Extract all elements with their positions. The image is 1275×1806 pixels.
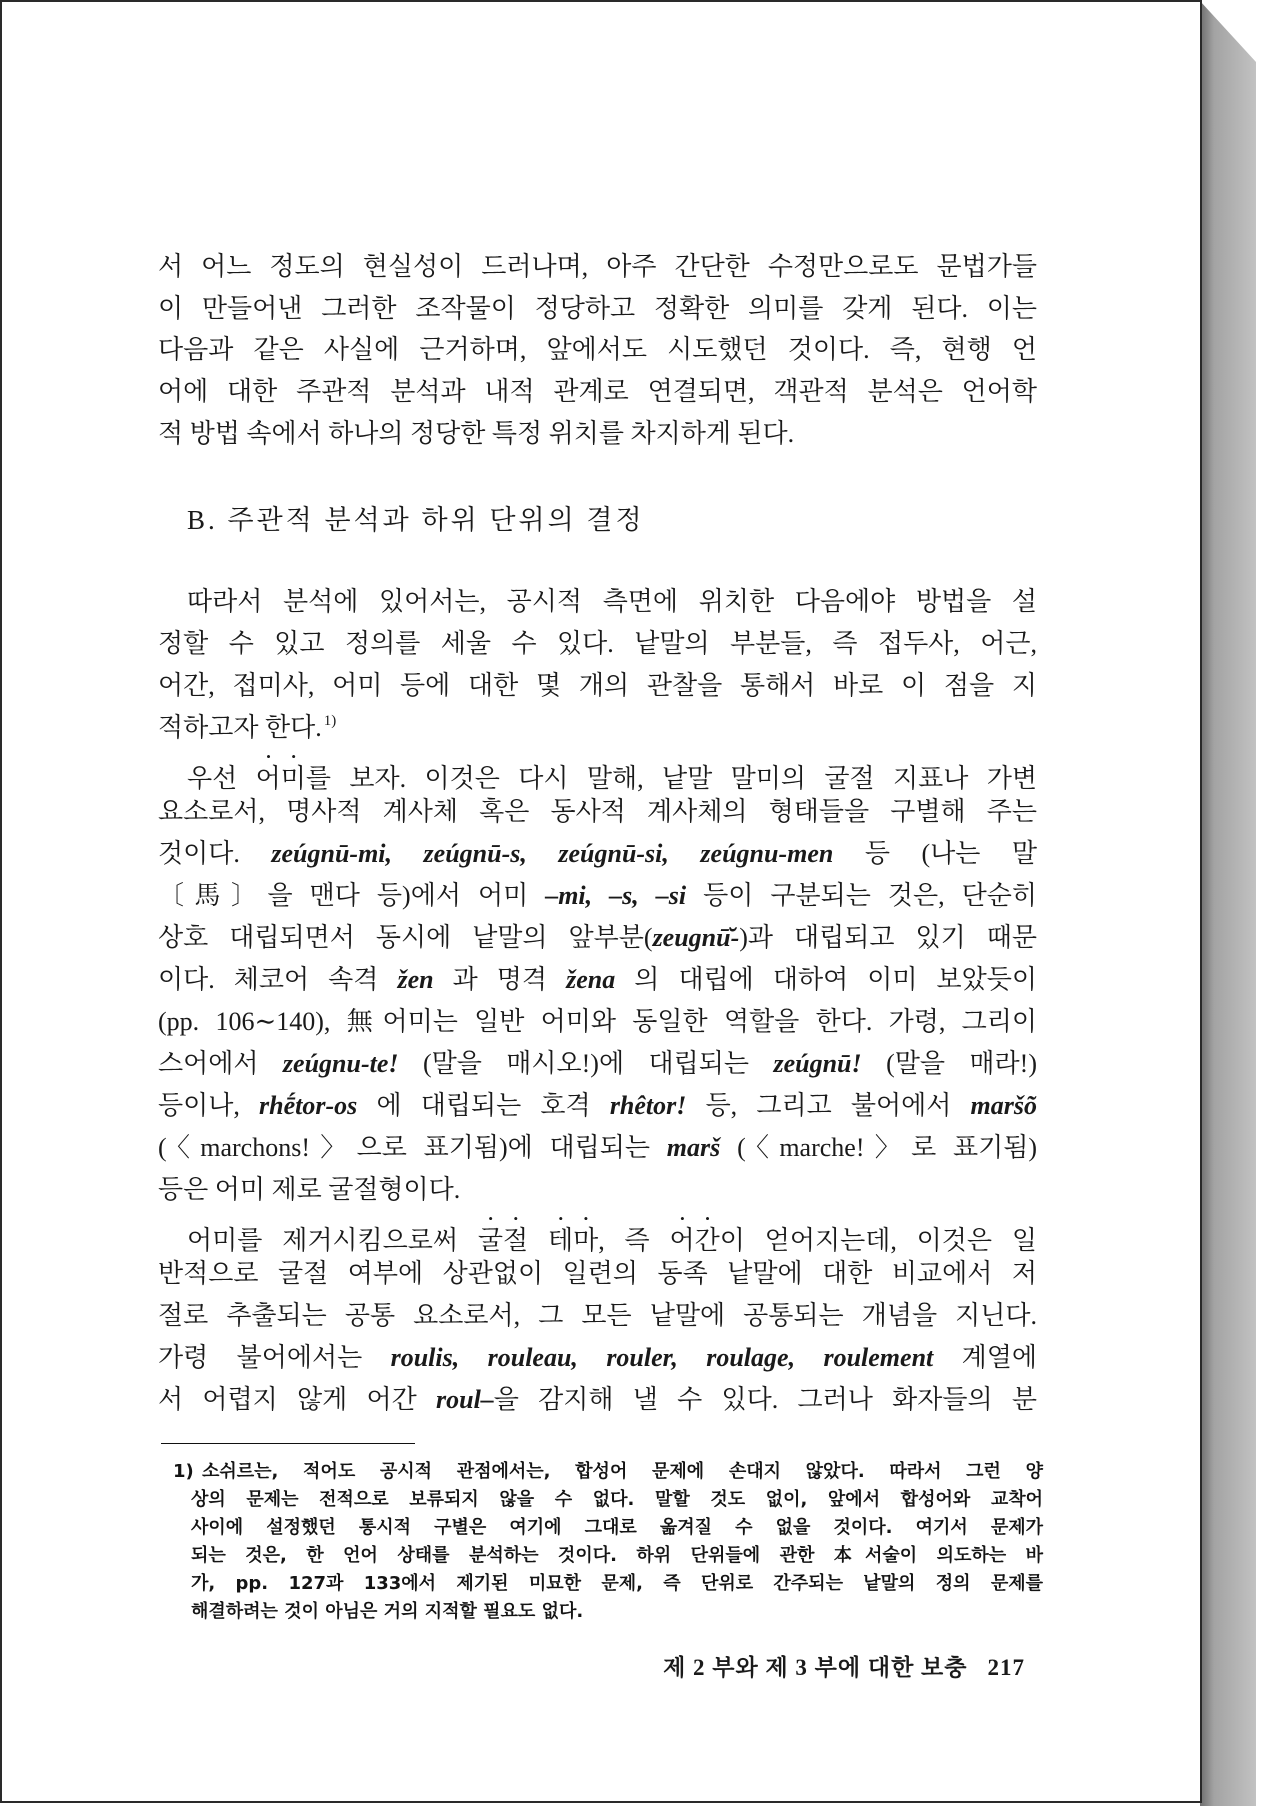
italic-term: roulis, rouleau, rouler, roulage, roulement — [390, 1343, 934, 1372]
text-run: 어미를 제거시킴으로써 — [187, 1226, 478, 1255]
footnote-text: 상의 문제는 전적으로 보류되지 않을 수 없다. 말할 것도 없이, 앞에서 합성어와 교착어 — [191, 1489, 1043, 1510]
italic-term: rhḗtor-os — [259, 1091, 358, 1120]
footnote-line — [191, 1486, 1043, 1514]
italic-term: roul– — [435, 1385, 494, 1414]
italic-term: marš — [666, 1133, 721, 1162]
footnote-text: 사이에 설정했던 통시적 구별은 여기에 그대로 옮겨질 수 없을 것이다. 여기서 문제가 — [191, 1517, 1043, 1538]
text-line — [158, 1043, 1037, 1085]
italic-term: zeúgnū! — [773, 1049, 862, 1078]
emphasized-word: 어간 — [669, 1226, 720, 1255]
emphasized-word: 어미 — [255, 764, 306, 793]
text-line — [158, 1337, 1037, 1379]
body-paragraphs — [158, 581, 1037, 1421]
footnote-line — [191, 1598, 1043, 1626]
emphasized-word: 굴절 테마 — [477, 1226, 599, 1255]
running-footer — [663, 1651, 1025, 1685]
footnote-text: 가, pp. 127과 133에서 제기된 미묘한 문제, 즉 단위로 간주되는 낱말의 정의 문제를 — [191, 1573, 1043, 1594]
paragraph-first-line — [158, 749, 1037, 791]
text-line: 서 어느 정도의 현실성이 드러나며, 아주 간단한 수정만으로도 문법가들 — [158, 252, 1037, 281]
italic-term: zeúgnū-mi, zeúgnū-s, zeúgnū-si, zeúgnu-men — [271, 839, 834, 868]
text-run: 등 (나는 말 — [833, 839, 1038, 868]
text-line: 이 만들어낸 그러한 조작물이 정당하고 정확한 의미를 갖게 된다. 이는 — [158, 293, 1037, 323]
text-run: 을 감지해 낼 수 있다. 그러나 화자들의 분 — [493, 1385, 1037, 1414]
text-line — [158, 917, 1037, 959]
text-line — [158, 875, 1037, 917]
italic-term: –mi, –s, –si — [545, 881, 687, 910]
text-run: 스어에서 — [158, 1049, 283, 1078]
section-heading: B. 주관적 분석과 하위 단위의 결정 — [187, 505, 645, 535]
text-run: 가령 불어에서는 — [158, 1343, 391, 1372]
text-line — [158, 1127, 1037, 1169]
text-line — [158, 1379, 1037, 1421]
footnote-reference: 1) — [323, 713, 337, 729]
italic-term: maršõ — [970, 1091, 1037, 1120]
opening-paragraph — [158, 246, 1037, 454]
footnote-text: 해결하려는 것이 아님은 거의 지적할 필요도 없다. — [191, 1601, 584, 1622]
text-run: 등, 그리고 불어에서 — [686, 1091, 971, 1120]
paragraph-first-line: 따라서 분석에 있어서는, 공시적 측면에 위치한 다음에야 방법을 설 — [187, 587, 1037, 616]
footnote-text: 소쉬르는, 적어도 공시적 관점에서는, 합성어 문제에 손대지 않았다. 따라서 그런 양 — [202, 1461, 1043, 1482]
text-run: 우선 — [187, 764, 256, 793]
text-run: 등이나, — [158, 1091, 260, 1120]
italic-term: žena — [566, 965, 616, 994]
text-line — [158, 707, 1037, 749]
text-line: 정할 수 있고 정의를 세울 수 있다. 낱말의 부분들, 즉 접두사, 어근, — [158, 629, 1037, 658]
footnote-line — [191, 1570, 1043, 1598]
text-run: 서 어렵지 않게 어간 — [158, 1385, 436, 1414]
text-run: 것이다. — [158, 839, 272, 868]
italic-term: zeúgnu-te! — [282, 1049, 399, 1078]
text-run: 계열에 — [933, 1343, 1037, 1372]
text-run: (말을 매시오!)에 대립되는 — [398, 1049, 774, 1078]
text-run: 〔馬〕을 맨다 등)에서 어미 — [158, 881, 546, 910]
text-line — [158, 1085, 1037, 1127]
text-line: 어간, 접미사, 어미 등에 대한 몇 개의 관찰을 통해서 바로 이 점을 지 — [158, 671, 1037, 700]
text-line: 요소로서, 명사적 계사체 혹은 동사적 계사체의 형태들을 구별해 주는 — [158, 797, 1037, 826]
text-run: (〈marche!〉로 표기됨) — [720, 1133, 1037, 1162]
footnote-line — [191, 1514, 1043, 1542]
text-line: 적 방법 속에서 하나의 정당한 특정 위치를 차지하게 된다. — [158, 418, 795, 448]
text-run: 이 얻어지는데, 이것은 일 — [719, 1226, 1037, 1255]
text-run: , 즉 — [598, 1226, 670, 1255]
footnote-line — [173, 1458, 1043, 1486]
text-line — [158, 959, 1037, 1001]
text-run: 과 명격 — [433, 965, 567, 994]
text-line: (pp. 106∼140), 無어미는 일반 어미와 동일한 역할을 한다. 가령, 그리이 — [158, 1007, 1037, 1036]
text-run: (말을 매라!) — [861, 1049, 1037, 1078]
text-run: 이다. 체코어 속격 — [158, 965, 398, 994]
text-run: 를 보자. 이것은 다시 말해, 낱말 말미의 굴절 지표나 가변 — [305, 764, 1037, 793]
text-run: 등이 구분되는 것은, 단순히 — [686, 881, 1037, 910]
text-run: 상호 대립되면서 동시에 낱말의 앞부분( — [158, 923, 653, 952]
text-line: 다음과 같은 사실에 근거하며, 앞에서도 시도했던 것이다. 즉, 현행 언 — [158, 335, 1037, 365]
page-edge-shadow — [1200, 1, 1256, 1806]
italic-term: žen — [397, 965, 434, 994]
footnote — [173, 1458, 1043, 1626]
text-run: 적하고자 한다. — [158, 713, 322, 742]
italic-term: rhêtor! — [609, 1091, 687, 1120]
text-line: 어에 대한 주관적 분석과 내적 관계로 연결되면, 객관적 분석은 언어학 — [158, 377, 1037, 407]
text-line: 등은 어미 제로 굴절형이다. — [158, 1175, 461, 1204]
text-line — [158, 833, 1037, 875]
footnote-text: 되는 것은, 한 언어 상태를 분석하는 것이다. 하위 단위들에 관한 本서술이 의도하는 바 — [191, 1545, 1043, 1566]
text-line: 절로 추출되는 공통 요소로서, 그 모든 낱말에 공통되는 개념을 지닌다. — [158, 1301, 1037, 1330]
text-run: 의 대립에 대하여 이미 보았듯이 — [615, 965, 1037, 994]
footnote-line — [191, 1542, 1043, 1570]
text-run: 에 대립되는 호격 — [357, 1091, 610, 1120]
footnote-separator — [161, 1443, 415, 1444]
text-run: )과 대립되고 있기 때문 — [739, 923, 1038, 952]
footnote-marker: 1) — [173, 1461, 194, 1482]
text-line: 반적으로 굴절 여부에 상관없이 일련의 동족 낱말에 대한 비교에서 저 — [158, 1259, 1037, 1288]
text-run: (〈marchons!〉으로 표기됨)에 대립되는 — [158, 1133, 667, 1162]
footer-title: 제 2 부와 제 3 부에 대한 보충 — [663, 1655, 968, 1680]
paragraph-first-line — [158, 1211, 1037, 1253]
italic-term: zeugnū̆- — [652, 923, 740, 952]
page-number: 217 — [987, 1655, 1025, 1680]
